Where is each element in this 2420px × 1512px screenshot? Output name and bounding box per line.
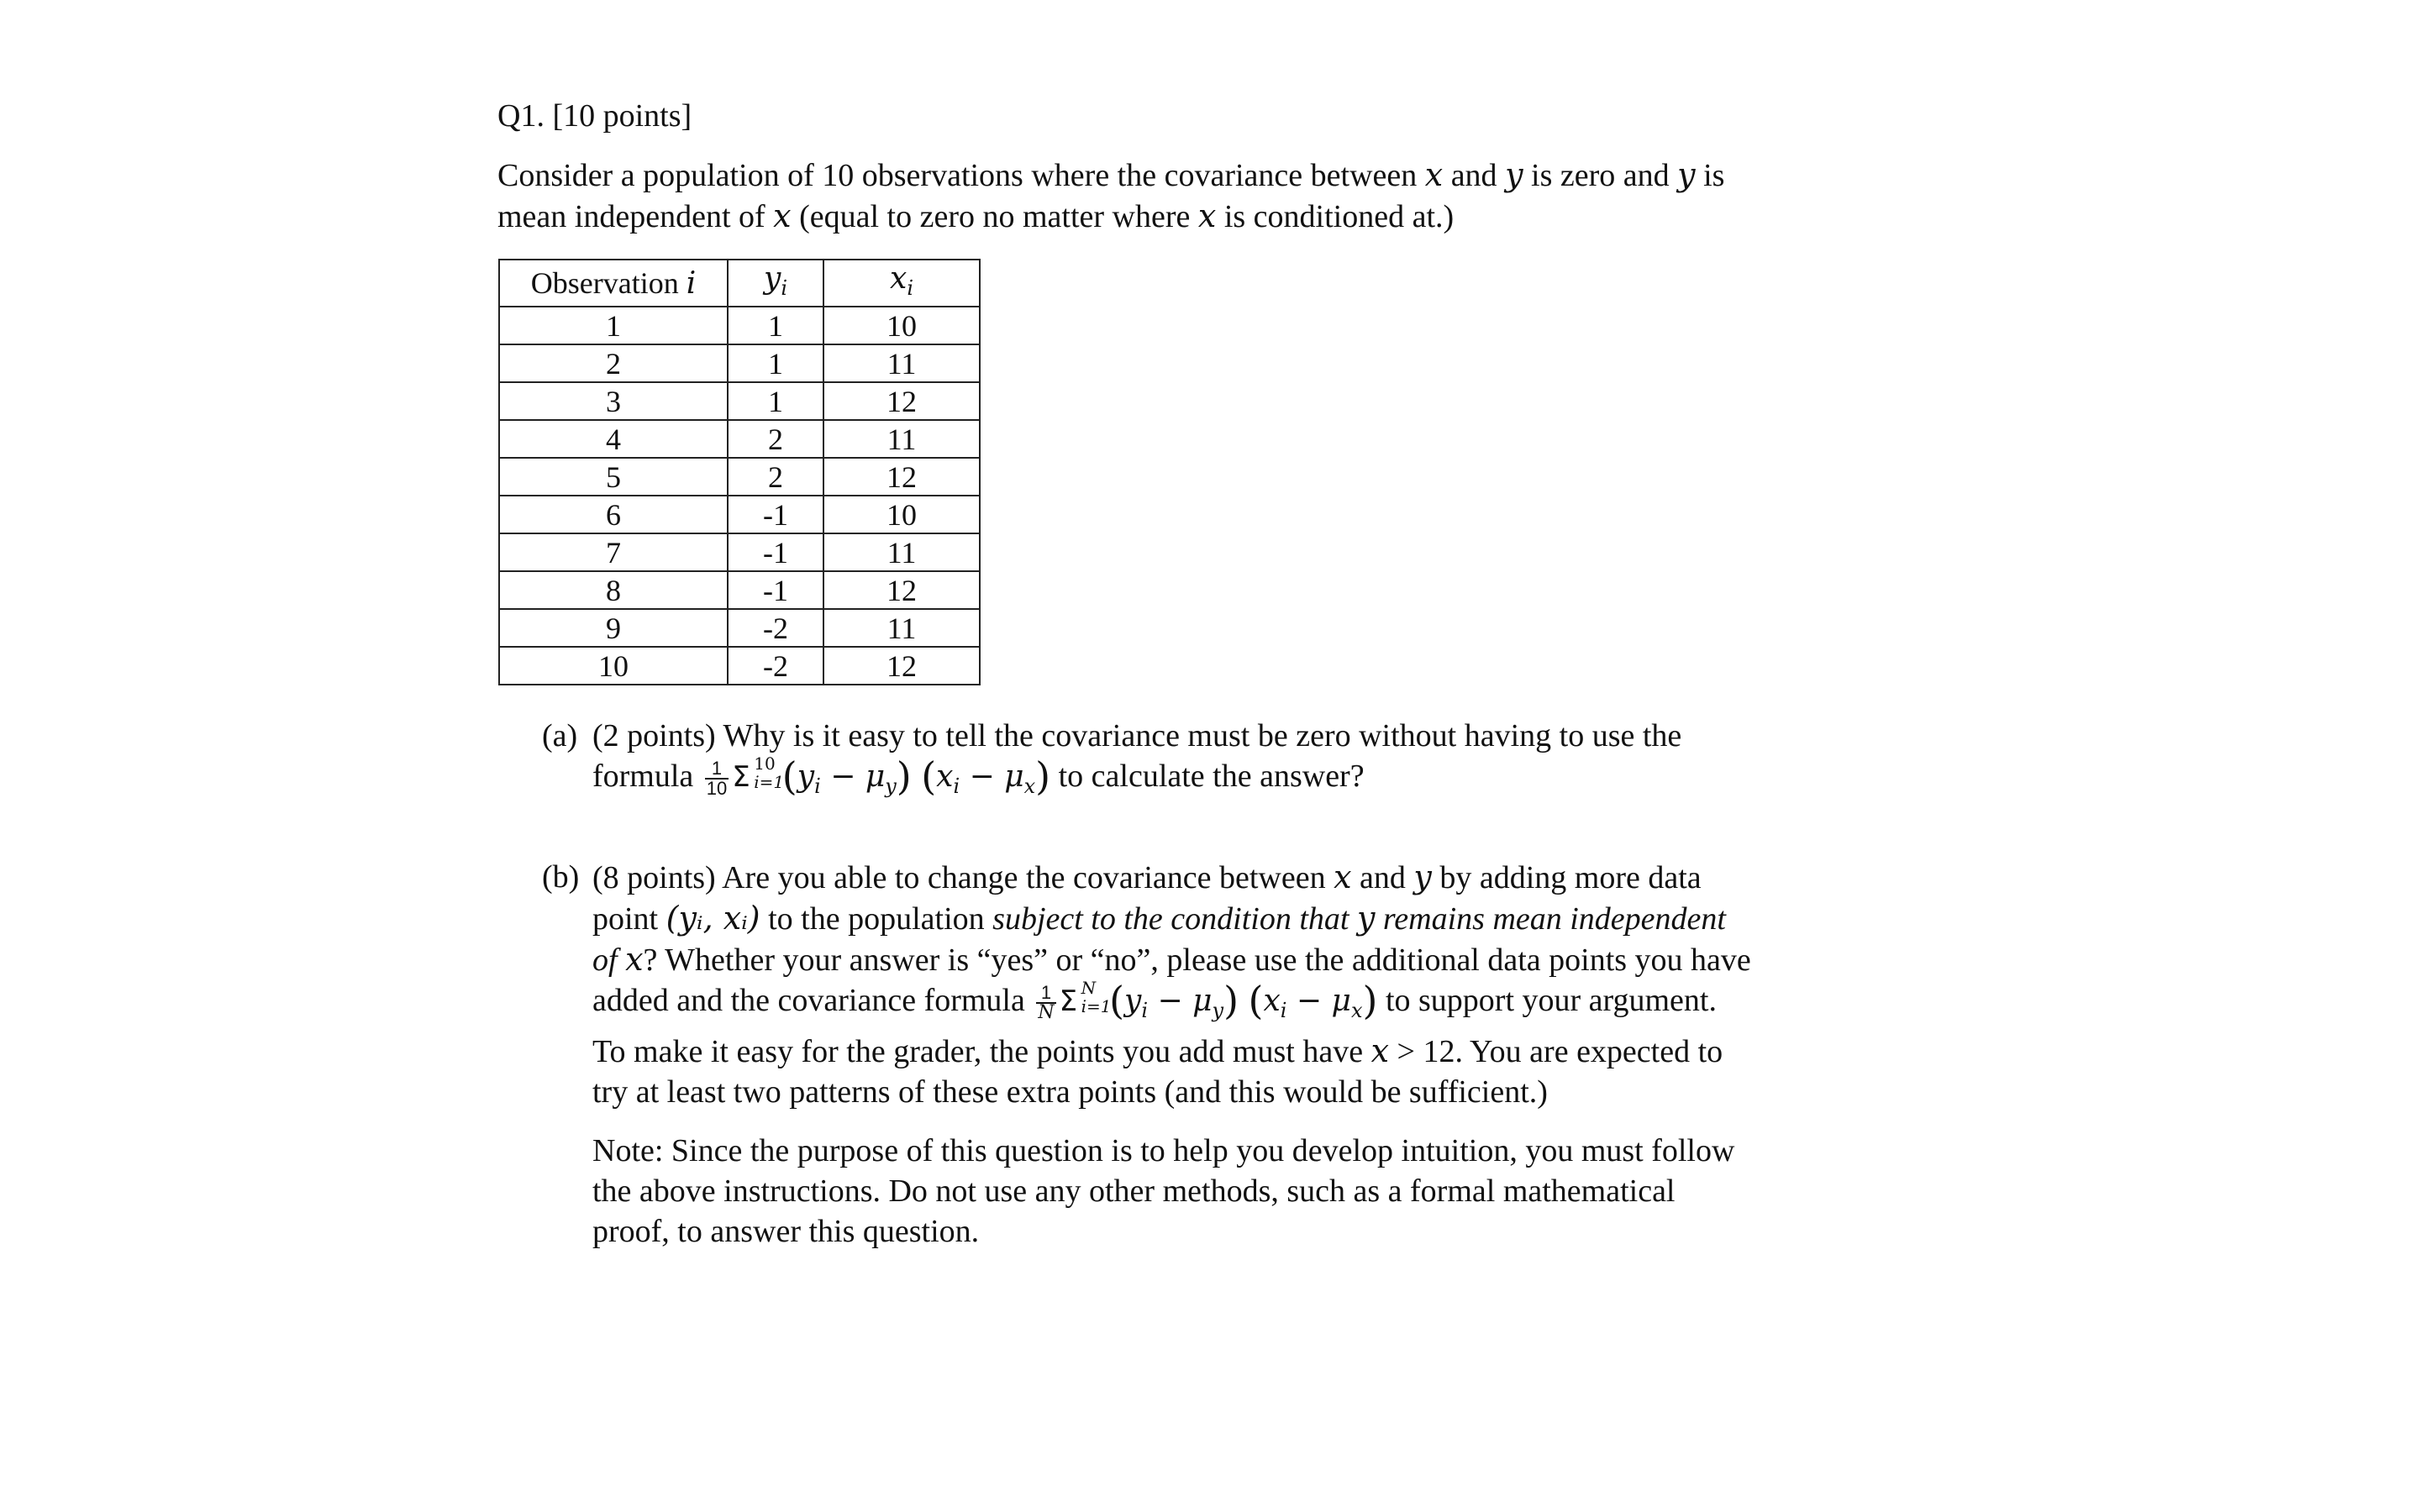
cell-y: -1 [728, 496, 823, 533]
header-observation [499, 260, 728, 307]
cell-x: 10 [823, 307, 980, 344]
table-header-row [499, 260, 980, 307]
header-observation-var: i [686, 265, 697, 301]
table-row [499, 420, 980, 458]
cell-x: 11 [823, 533, 980, 571]
table-row [499, 496, 980, 533]
var-y: y [1677, 156, 1696, 193]
cell-x: 12 [823, 571, 980, 609]
question-intro [497, 155, 1775, 237]
summation-sign: Σ N i=1 [1059, 978, 1112, 1019]
cell-x: 12 [823, 382, 980, 420]
var-y: y [1413, 858, 1432, 896]
cell-observation: 9 [499, 609, 728, 647]
part-b-text: to support your argument. To make it easy for the grader, the points you add must have [592, 983, 1717, 1070]
cell-x: 11 [823, 420, 980, 458]
sum-lower-limit: i=1 [1081, 996, 1112, 1017]
cell-y: -1 [728, 533, 823, 571]
header-x [823, 260, 980, 307]
part-b [542, 857, 1752, 1112]
fraction-denominator: 10 [706, 778, 728, 800]
cell-x: 12 [823, 647, 980, 685]
part-b-label: (b) [542, 859, 580, 895]
intro-text: and [1443, 158, 1506, 193]
part-b-text: (8 points) Are you able to change the covariance between [592, 860, 1334, 896]
cell-y: 2 [728, 420, 823, 458]
question-parts [542, 716, 1752, 1252]
table-row [499, 458, 980, 496]
cell-observation: 2 [499, 344, 728, 382]
data-point-expression: (yᵢ, xᵢ) [666, 900, 760, 937]
table-row [499, 609, 980, 647]
fraction-numerator: 1 [705, 759, 729, 780]
cell-observation: 7 [499, 533, 728, 571]
sum-upper-limit: N [1081, 978, 1097, 999]
intro-text: Consider a population of 10 observations where the covariance between [497, 158, 1425, 193]
fraction-denominator: N [1038, 1002, 1055, 1024]
cell-y: 1 [728, 307, 823, 344]
intro-text: is conditioned at.) [1216, 199, 1455, 234]
var-x: x [1370, 1032, 1390, 1070]
cell-observation: 5 [499, 458, 728, 496]
var-y: y [1505, 156, 1523, 193]
fraction-one-over-ten [705, 759, 729, 798]
var-x: x [1334, 858, 1352, 896]
header-x-sub: i [907, 276, 913, 301]
cell-y: 1 [728, 382, 823, 420]
part-b-text: and [1351, 860, 1414, 896]
question-title: Q1. [10 points] [497, 98, 692, 134]
cell-y: 2 [728, 458, 823, 496]
table-row [499, 382, 980, 420]
part-b-text: to the population [760, 901, 993, 937]
var-y: y [1356, 900, 1376, 937]
header-y-var: y [763, 261, 781, 296]
cell-observation: 8 [499, 571, 728, 609]
table-row [499, 533, 980, 571]
cell-observation: 3 [499, 382, 728, 420]
cell-x: 11 [823, 344, 980, 382]
covariance-expression: $(y_i - \mu_y) (x_i - \mu_x)$ [1109, 978, 1378, 1024]
var-x: x [625, 941, 644, 979]
covariance-expression: $(y_i - \mu_y) (x_i - \mu_x)$ [781, 753, 1051, 799]
table-row [499, 344, 980, 382]
var-x: x [773, 197, 792, 234]
part-b-condition: subject to the condition that [992, 901, 1357, 937]
cell-x: 12 [823, 458, 980, 496]
table-row [499, 647, 980, 685]
part-b-text: ? Whether your answer is “yes” or “no”, please use the additional data points you have added and the covariance formula [592, 942, 1751, 1019]
cell-observation: 10 [499, 647, 728, 685]
part-b-condition-value: > 12. [1389, 1034, 1463, 1070]
cell-y: 1 [728, 344, 823, 382]
intro-text: (equal to zero no matter where [791, 199, 1198, 234]
cell-observation: 6 [499, 496, 728, 533]
var-x: x [1424, 156, 1444, 193]
observations-table [498, 259, 981, 685]
cell-x: 10 [823, 496, 980, 533]
sum-lower-limit: i=1 [754, 772, 785, 792]
cell-y: -1 [728, 571, 823, 609]
cell-x: 11 [823, 609, 980, 647]
cell-observation: 4 [499, 420, 728, 458]
summation-sign: Σ 10 i=1 [732, 753, 785, 794]
fraction-one-over-n [1036, 984, 1055, 1022]
part-a-text: to calculate the answer? [1050, 759, 1365, 794]
part-a [542, 716, 1752, 806]
fraction-numerator: 1 [1036, 984, 1055, 1004]
header-y-sub: i [781, 276, 788, 301]
header-observation-label: Observation [530, 265, 687, 300]
part-a-label: (a) [542, 718, 578, 753]
sum-upper-limit: 10 [754, 753, 776, 774]
intro-text: is mean independent of [497, 158, 1725, 234]
cell-observation: 1 [499, 307, 728, 344]
part-b-text: by adding more data point [592, 860, 1702, 937]
table-row [499, 307, 980, 344]
part-b-text: You are expected to try at least two patterns of these extra points (and this would be sufficient.) [592, 1034, 1723, 1110]
note-paragraph: Note: Since the purpose of this question is to help you develop intuition, you must follow the above instructions. Do not use any other methods, such as a formal mathematical proof, to answer this question. [592, 1133, 1735, 1250]
part-b-condition: remains mean independent of [592, 901, 1726, 979]
cell-y: -2 [728, 647, 823, 685]
header-x-var: x [890, 261, 908, 296]
var-x: x [1197, 197, 1217, 234]
intro-text: is zero and [1523, 158, 1678, 193]
header-y [728, 260, 823, 307]
part-a-text: (2 points) Why is it easy to tell the covariance must be zero without having to use the formula [592, 718, 1682, 794]
table-row [499, 571, 980, 609]
cell-y: -2 [728, 609, 823, 647]
